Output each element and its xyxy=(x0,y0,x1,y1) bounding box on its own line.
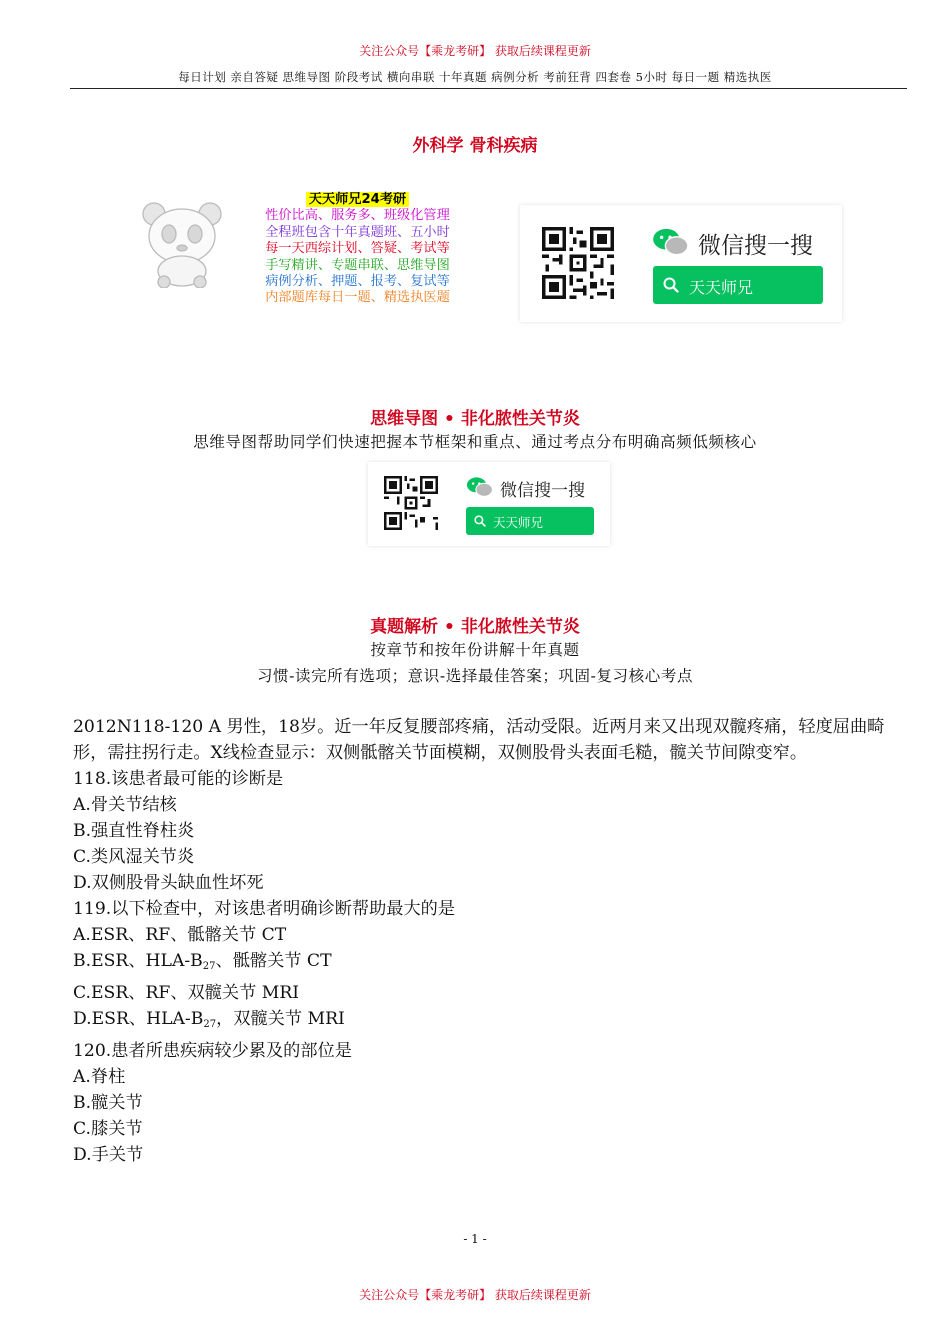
question-119: 119.以下检查中，对该患者明确诊断帮助最大的是 xyxy=(73,899,456,919)
option-119-a: A.ESR、RF、骶髂关节 CT xyxy=(73,925,287,945)
option-118-b: B.强直性脊柱炎 xyxy=(73,821,195,841)
option-text: 、骶髂关节 CT xyxy=(215,951,332,971)
option-120-b: B.髋关节 xyxy=(73,1093,143,1113)
wechat-search-card xyxy=(520,205,842,322)
option-text: D.ESR、HLA-B xyxy=(73,1009,204,1029)
panda-mascot-icon xyxy=(138,198,226,288)
subscript: 27 xyxy=(203,1019,217,1030)
wechat-logo-icon xyxy=(466,476,494,498)
option-text: B.ESR、HLA-B xyxy=(73,951,203,971)
qr-code-icon xyxy=(542,227,614,299)
exam-subtitle-2: 习惯-读完所有选项；意识-选择最佳答案；巩固-复习核心考点 xyxy=(256,667,694,685)
option-118-d: D.双侧股骨头缺血性坏死 xyxy=(73,873,264,893)
option-118-a: A.骨关节结核 xyxy=(73,795,177,815)
wechat-search-button[interactable] xyxy=(466,507,594,535)
promo-text xyxy=(250,192,465,307)
header-divider xyxy=(70,88,907,89)
option-120-c: C.膝关节 xyxy=(73,1119,143,1139)
option-119-b xyxy=(73,948,893,980)
option-120-a: A.脊柱 xyxy=(73,1067,126,1087)
promo-line: 内部题库每日一题、精选执医题 xyxy=(265,290,450,306)
search-icon xyxy=(474,515,486,527)
promo-brand: 天天师兄24考研 xyxy=(306,192,409,207)
exam-title: 真题解析 • 非化脓性关节炎 xyxy=(370,617,580,637)
promo-block xyxy=(138,192,468,327)
mindmap-subtitle: 思维导图帮助同学们快速把握本节框架和重点、通过考点分布明确高频低频核心 xyxy=(193,433,757,451)
page-title: 外科学 骨科疾病 xyxy=(412,136,538,156)
wechat-search-label: 天天师兄 xyxy=(689,278,754,297)
promo-line: 性价比高、服务多、班级化管理 xyxy=(265,208,450,224)
wechat-search-button[interactable] xyxy=(653,266,823,304)
wechat-search-card-small xyxy=(368,462,610,546)
option-120-d: D.手关节 xyxy=(73,1145,144,1165)
question-120: 120.患者所患疾病较少累及的部位是 xyxy=(73,1041,352,1061)
mindmap-title: 思维导图 • 非化脓性关节炎 xyxy=(370,409,580,429)
question-118: 118.该患者最可能的诊断是 xyxy=(73,769,284,789)
course-feature-nav: 每日计划 亲自答疑 思维导图 阶段考试 横向串联 十年真题 病例分析 考前狂背 四套卷 5小时 每日一题 精选执医 xyxy=(178,70,772,84)
wechat-search-title: 微信搜一搜 xyxy=(698,233,813,259)
option-119-c: C.ESR、RF、双髋关节 MRI xyxy=(73,983,300,1003)
exam-subtitle-1: 按章节和按年份讲解十年真题 xyxy=(370,641,580,659)
wechat-search-title: 微信搜一搜 xyxy=(500,481,585,501)
option-118-c: C.类风湿关节炎 xyxy=(73,847,195,867)
promo-line: 每一天西综计划、答疑、考试等 xyxy=(265,241,450,257)
question-stem: 2012N118-120 A 男性，18岁。近一年反复腰部疼痛，活动受限。近两月来又出现双髋疼痛，轻度屈曲畸形，需拄拐行走。X线检查显示：双侧骶髂关节面模糊，双侧股骨头表面毛糙，髋关节间隙变窄。 xyxy=(73,717,885,763)
bottom-banner: 关注公众号【乘龙考研】 获取后续课程更新 xyxy=(359,1288,591,1302)
top-banner: 关注公众号【乘龙考研】 获取后续课程更新 xyxy=(359,44,591,58)
page-number: - 1 - xyxy=(463,1232,487,1246)
option-119-d xyxy=(73,1006,893,1038)
subscript: 27 xyxy=(202,961,216,972)
wechat-logo-icon xyxy=(652,227,690,257)
option-text: ，双髋关节 MRI xyxy=(216,1009,345,1029)
qr-code-icon xyxy=(384,476,438,530)
promo-line: 全程班包含十年真题班、五小时 xyxy=(265,224,450,240)
promo-line: 病例分析、押题、报考、复试等 xyxy=(265,274,450,290)
promo-line: 手写精讲、专题串联、思维导图 xyxy=(265,257,450,273)
wechat-search-label: 天天师兄 xyxy=(493,515,544,530)
search-icon xyxy=(663,277,679,293)
question-block xyxy=(73,714,893,1168)
